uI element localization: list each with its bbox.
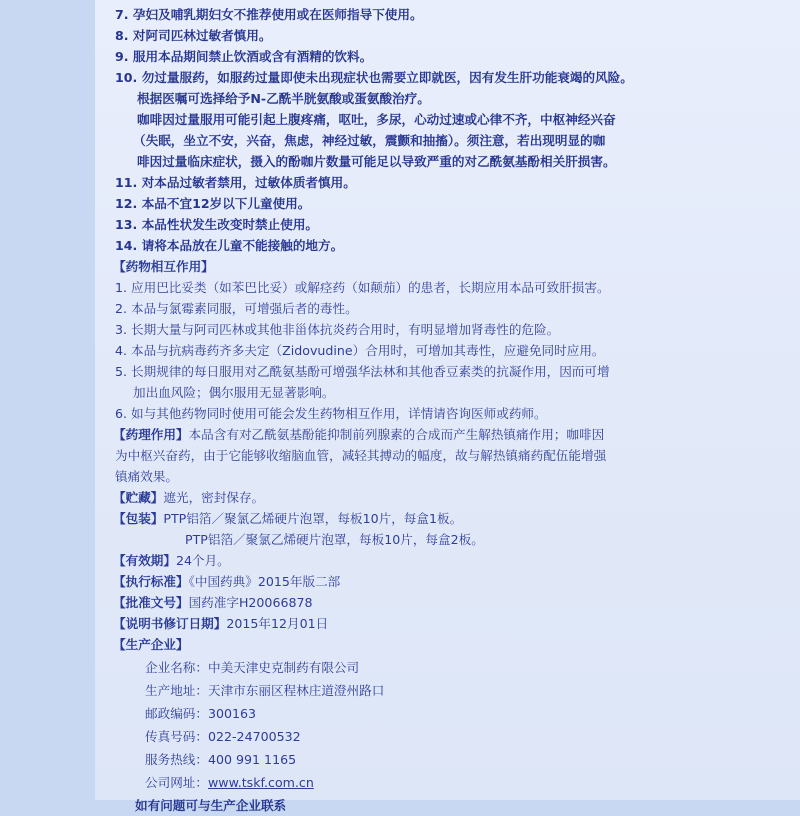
validity-line	[113, 550, 788, 571]
manufacturer-fax: 传真号码：022-24700532	[145, 729, 301, 744]
background-bleed-through: ​	[562, 20, 568, 71]
precaution-8: 8. 对阿司匹林过敏者慎用。	[115, 28, 272, 43]
website-link[interactable]: www.tskf.com.cn	[207, 775, 314, 790]
packaging-heading: 【包装】	[113, 511, 164, 526]
precaution-10-cont-4: 啡因过量临床症状，摄入的酚咖片数量可能足以导致严重的对乙酰氨基酚相关肝损害。	[137, 154, 616, 169]
standard-heading: 【执行标准】	[113, 574, 189, 589]
precaution-14: 14. 请将本品放在儿童不能接触的地方。	[115, 238, 344, 253]
website-label: 公司网址：	[145, 775, 208, 790]
interaction-5: 5. 长期规律的每日服用对乙酰氨基酚可增强华法林和其他香豆素类的抗凝作用，因而可增	[115, 364, 610, 379]
precaution-12: 12. 本品不宜12岁以下儿童使用。	[115, 196, 311, 211]
precaution-9: 9. 服用本品期间禁止饮酒或含有酒精的饮料。	[115, 49, 373, 64]
interaction-6: 6. 如与其他药物同时使用可能会发生药物相互作用，详情请咨询医师或药师。	[115, 406, 547, 421]
interaction-2: 2. 本品与氯霉素同服，可增强后者的毒性。	[115, 301, 358, 316]
approval-text: 国药准字H20066878	[188, 595, 313, 610]
storage-line	[113, 487, 788, 508]
leaflet-sheet	[95, 0, 800, 813]
standard-line	[113, 571, 788, 592]
storage-text: 遮光，密封保存。	[163, 490, 265, 505]
approval-heading: 【批准文号】	[113, 595, 189, 610]
manufacturer-address: 生产地址：天津市东丽区程林庄道澄州路口	[145, 683, 385, 698]
manufacturer-hotline: 服务热线：400 991 1165	[145, 752, 297, 767]
pharmacology-line-3: 镇痛效果。	[115, 469, 178, 484]
interaction-3: 3. 长期大量与阿司匹林或其他非甾体抗炎药合用时，有明显增加肾毒性的危险。	[115, 322, 560, 337]
precaution-11: 11. 对本品过敏者禁用，过敏体质者慎用。	[115, 175, 356, 190]
precaution-13: 13. 本品性状发生改变时禁止使用。	[115, 217, 319, 232]
manufacturer-name: 企业名称：中美天津史克制药有限公司	[145, 660, 360, 675]
footer-note: 如有问题可与生产企业联系	[135, 798, 287, 813]
precaution-10: 10. 勿过量服药，如服药过量即使未出现症状也需要立即就医，因有发生肝功能衰竭的风险。	[115, 70, 633, 85]
packaging-text-1: PTP铝箔／聚氯乙烯硬片泡罩，每板10片，每盒1板。	[163, 511, 463, 526]
interaction-1: 1. 应用巴比妥类（如苯巴比妥）或解痉药（如颠茄）的患者，长期应用本品可致肝损害。	[115, 280, 610, 295]
revision-text: 2015年12月01日	[226, 616, 329, 631]
precaution-10-cont-3: （失眠，坐立不安，兴奋，焦虑，神经过敏，震颤和抽搐）。须注意，若出现明显的咖	[133, 133, 606, 148]
storage-heading: 【贮藏】	[113, 490, 164, 505]
manufacturer-website-line	[145, 772, 788, 793]
manufacturer-heading: 【生产企业】	[113, 637, 189, 652]
precaution-10-cont-1: 根据医嘱可选择给予N-乙酰半胱氨酸或蛋氨酸治疗。	[137, 91, 430, 106]
pharmacology-line-1	[113, 424, 788, 445]
precaution-7: 7. 孕妇及哺乳期妇女不推荐使用或在医师指导下使用。	[115, 7, 423, 22]
interaction-5-cont: 加出血风险；偶尔服用无显著影响。	[133, 385, 335, 400]
pharmacology-text-1: 本品含有对乙酰氨基酚能抑制前列腺素的合成而产生解热镇痛作用；咖啡因	[188, 427, 605, 442]
validity-text: 24个月。	[175, 553, 230, 568]
interaction-4: 4. 本品与抗病毒药齐多夫定（Zidovudine）合用时，可增加其毒性，应避免同时应用。	[115, 343, 605, 358]
pharmacology-heading: 【药理作用】	[113, 427, 189, 442]
standard-text: 《中国药典》2015年版二部	[188, 574, 341, 589]
revision-heading: 【说明书修订日期】	[113, 616, 227, 631]
interactions-heading: 【药物相互作用】	[113, 259, 214, 274]
approval-line	[113, 592, 788, 613]
manufacturer-postcode: 邮政编码：300163	[145, 706, 257, 721]
packaging-line-2: PTP铝箔／聚氯乙烯硬片泡罩，每板10片，每盒2板。	[185, 532, 484, 547]
pharmacology-line-2: 为中枢兴奋药，由于它能够收缩脑血管，减轻其搏动的幅度，故与解热镇痛药配伍能增强	[115, 448, 607, 463]
packaging-line-1	[113, 508, 788, 529]
validity-heading: 【有效期】	[113, 553, 176, 568]
precaution-10-cont-2: 咖啡因过量服用可能引起上腹疼痛，呕吐，多尿，心动过速或心律不齐，中枢神经兴奋	[137, 112, 616, 127]
revision-line	[113, 613, 788, 634]
